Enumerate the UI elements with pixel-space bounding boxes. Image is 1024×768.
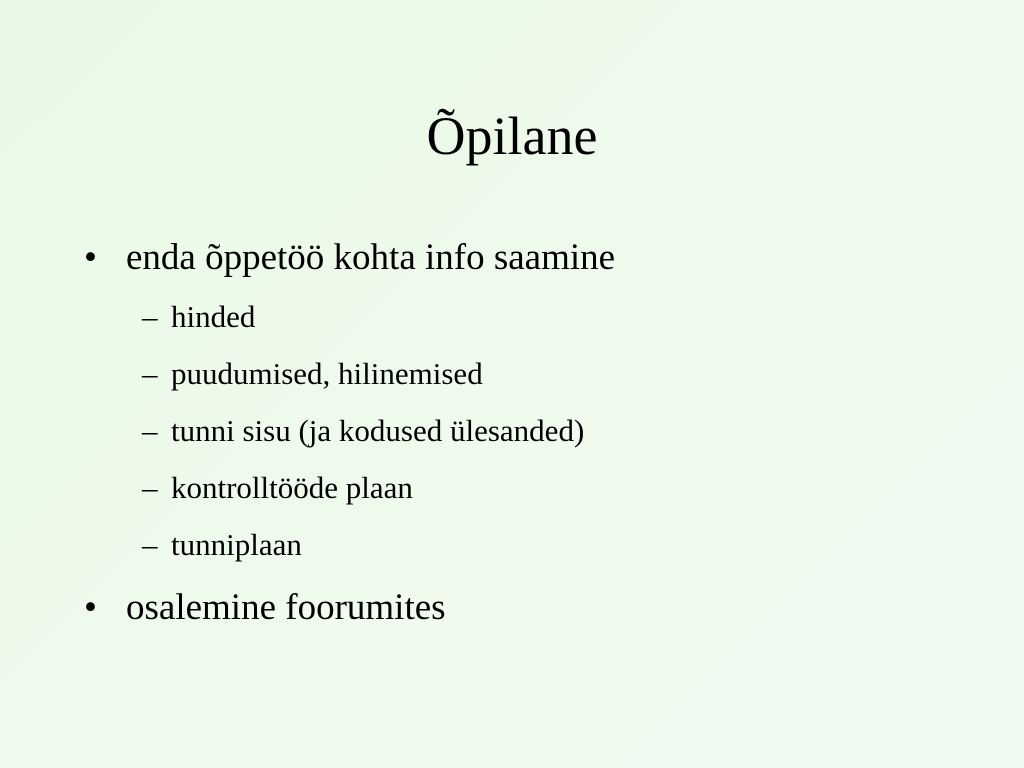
sub-bullet-marker: – xyxy=(142,413,158,448)
bullet-item xyxy=(82,579,962,637)
sub-bullet-item xyxy=(142,516,962,573)
sub-bullet-marker: – xyxy=(142,527,158,562)
bullet-item xyxy=(82,229,962,287)
sub-bullet-text: kontrolltööde plaan xyxy=(171,470,413,505)
slide-content xyxy=(82,229,962,637)
bullet-text: enda õppetöö kohta info saamine xyxy=(126,237,616,278)
sub-bullet-text: hinded xyxy=(171,299,256,334)
sub-bullet-text: tunni sisu (ja kodused ülesanded) xyxy=(171,413,585,448)
bullet-text: osalemine foorumites xyxy=(126,587,446,628)
bullet-marker: • xyxy=(84,237,97,278)
sub-bullet-item xyxy=(142,288,962,345)
sub-bullet-item xyxy=(142,345,962,402)
sub-bullet-item xyxy=(142,459,962,516)
sub-bullet-item xyxy=(142,402,962,459)
sub-bullet-marker: – xyxy=(142,470,158,505)
sub-bullet-list xyxy=(142,288,962,573)
bullet-marker: • xyxy=(84,587,97,628)
sub-bullet-marker: – xyxy=(142,299,158,334)
sub-bullet-text: tunniplaan xyxy=(171,527,302,562)
sub-bullet-marker: – xyxy=(142,356,158,391)
slide-title: Õpilane xyxy=(426,106,598,166)
sub-bullet-text: puudumised, hilinemised xyxy=(171,356,483,391)
